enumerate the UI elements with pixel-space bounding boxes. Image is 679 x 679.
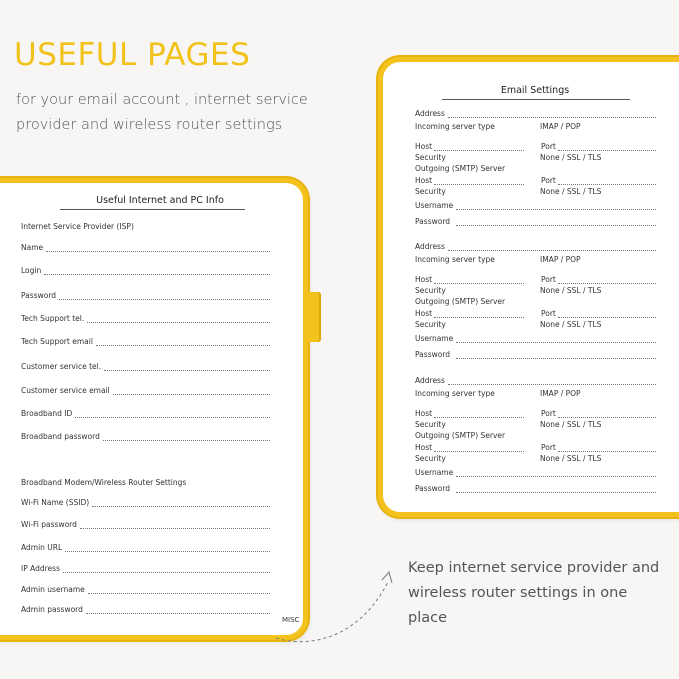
security-label: Security bbox=[415, 286, 446, 295]
address-label: Address bbox=[415, 109, 445, 118]
username-line[interactable] bbox=[456, 342, 656, 343]
headline: USEFUL PAGES bbox=[14, 37, 251, 73]
incoming-label: Incoming server type bbox=[415, 389, 495, 398]
write-in-line[interactable] bbox=[88, 593, 270, 594]
security-options: None / SSL / TLS bbox=[540, 153, 602, 162]
right-title-underline bbox=[442, 99, 630, 100]
router-field-label: Admin username bbox=[21, 585, 85, 594]
port-label: Port bbox=[541, 409, 556, 418]
router-field-label: Admin URL bbox=[21, 543, 63, 552]
isp-field-label: Broadband ID bbox=[21, 409, 73, 418]
security-options: None / SSL / TLS bbox=[540, 187, 602, 196]
outgoing-label: Outgoing (SMTP) Server bbox=[415, 297, 506, 306]
write-in-line[interactable] bbox=[65, 551, 270, 552]
host-label: Host bbox=[415, 275, 433, 284]
isp-field-label: Broadband password bbox=[21, 432, 100, 441]
outgoing-label: Outgoing (SMTP) Server bbox=[415, 431, 506, 440]
write-in-line[interactable] bbox=[63, 572, 270, 573]
isp-field-label: Customer service tel. bbox=[21, 362, 102, 371]
username-label: Username bbox=[415, 334, 454, 343]
port-label: Port bbox=[541, 176, 556, 185]
isp-field-label: Tech Support email bbox=[21, 337, 93, 346]
security-label: Security bbox=[415, 454, 446, 463]
username-label: Username bbox=[415, 201, 454, 210]
write-in-line[interactable] bbox=[92, 506, 270, 507]
router-field-label: IP Address bbox=[21, 564, 60, 573]
port-line[interactable] bbox=[558, 283, 656, 284]
host-label: Host bbox=[415, 409, 433, 418]
username-line[interactable] bbox=[456, 476, 656, 477]
port-line[interactable] bbox=[558, 150, 656, 151]
outgoing-label: Outgoing (SMTP) Server bbox=[415, 164, 506, 173]
isp-field-label: Password bbox=[21, 291, 57, 300]
dashed-arrow-icon bbox=[268, 560, 408, 650]
write-in-line[interactable] bbox=[44, 274, 270, 275]
address-label: Address bbox=[415, 242, 445, 251]
password-line[interactable] bbox=[456, 492, 656, 493]
password-label: Password bbox=[415, 350, 451, 359]
write-in-line[interactable] bbox=[80, 528, 270, 529]
router-field-label: Wi-Fi password bbox=[21, 520, 77, 529]
address-line[interactable] bbox=[448, 384, 656, 385]
left-title-underline bbox=[60, 209, 245, 210]
subline: for your email account , internet service provider and wireless router settings bbox=[16, 92, 308, 133]
incoming-label: Incoming server type bbox=[415, 255, 495, 264]
security-options: None / SSL / TLS bbox=[540, 420, 602, 429]
write-in-line[interactable] bbox=[86, 613, 270, 614]
router-field-label: Admin password bbox=[21, 605, 83, 614]
username-label: Username bbox=[415, 468, 454, 477]
address-line[interactable] bbox=[448, 117, 656, 118]
port-label: Port bbox=[541, 309, 556, 318]
port-label: Port bbox=[541, 443, 556, 452]
incoming-options: IMAP / POP bbox=[540, 255, 581, 264]
password-line[interactable] bbox=[456, 225, 656, 226]
isp-field-label: Login bbox=[21, 266, 42, 275]
write-in-line[interactable] bbox=[75, 417, 270, 418]
security-label: Security bbox=[415, 320, 446, 329]
write-in-line[interactable] bbox=[87, 322, 270, 323]
host-line[interactable] bbox=[434, 317, 524, 318]
write-in-line[interactable] bbox=[104, 370, 270, 371]
write-in-line[interactable] bbox=[103, 440, 270, 441]
security-options: None / SSL / TLS bbox=[540, 454, 602, 463]
host-line[interactable] bbox=[434, 184, 524, 185]
security-label: Security bbox=[415, 187, 446, 196]
password-label: Password bbox=[415, 217, 451, 226]
address-label: Address bbox=[415, 376, 445, 385]
write-in-line[interactable] bbox=[59, 299, 270, 300]
host-label: Host bbox=[415, 176, 433, 185]
router-heading: Broadband Modem/Wireless Router Settings bbox=[21, 478, 187, 487]
left-page-title: Useful Internet and PC Info bbox=[96, 195, 224, 206]
isp-field-label: Customer service email bbox=[21, 386, 110, 395]
security-options: None / SSL / TLS bbox=[540, 320, 602, 329]
isp-field-label: Tech Support tel. bbox=[21, 314, 85, 323]
host-label: Host bbox=[415, 309, 433, 318]
host-line[interactable] bbox=[434, 283, 524, 284]
router-field-label: Wi-Fi Name (SSID) bbox=[21, 498, 90, 507]
port-label: Port bbox=[541, 275, 556, 284]
write-in-line[interactable] bbox=[46, 251, 270, 252]
incoming-options: IMAP / POP bbox=[540, 389, 581, 398]
address-line[interactable] bbox=[448, 250, 656, 251]
write-in-line[interactable] bbox=[96, 345, 270, 346]
password-label: Password bbox=[415, 484, 451, 493]
right-page-title: Email Settings bbox=[500, 85, 570, 96]
write-in-line[interactable] bbox=[113, 394, 270, 395]
misc-tab-label: MISC bbox=[282, 616, 300, 624]
host-line[interactable] bbox=[434, 417, 524, 418]
port-line[interactable] bbox=[558, 184, 656, 185]
port-line[interactable] bbox=[558, 451, 656, 452]
username-line[interactable] bbox=[456, 209, 656, 210]
host-line[interactable] bbox=[434, 150, 524, 151]
elastic-strap bbox=[303, 292, 321, 342]
security-label: Security bbox=[415, 153, 446, 162]
host-line[interactable] bbox=[434, 451, 524, 452]
port-line[interactable] bbox=[558, 317, 656, 318]
port-line[interactable] bbox=[558, 417, 656, 418]
security-label: Security bbox=[415, 420, 446, 429]
host-label: Host bbox=[415, 443, 433, 452]
caption: Keep internet service provider and wireless router settings in one place bbox=[408, 560, 660, 626]
security-options: None / SSL / TLS bbox=[540, 286, 602, 295]
isp-field-label: Name bbox=[21, 243, 44, 252]
isp-heading: Internet Service Provider (ISP) bbox=[21, 222, 134, 231]
host-label: Host bbox=[415, 142, 433, 151]
incoming-options: IMAP / POP bbox=[540, 122, 581, 131]
port-label: Port bbox=[541, 142, 556, 151]
password-line[interactable] bbox=[456, 358, 656, 359]
incoming-label: Incoming server type bbox=[415, 122, 495, 131]
